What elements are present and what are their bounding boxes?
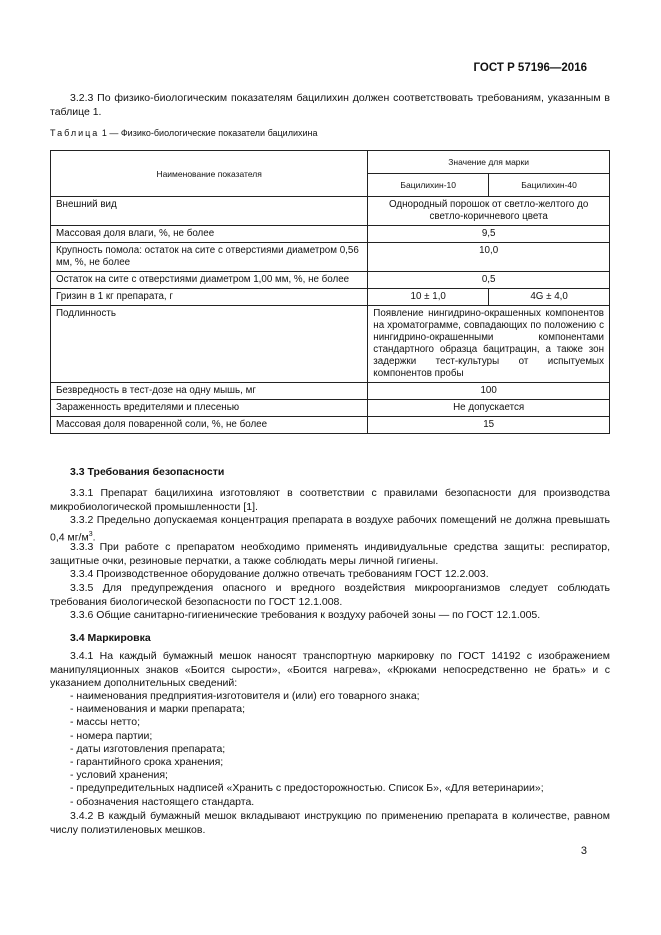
page-number: 3 [580, 845, 587, 857]
indicators-table [50, 150, 610, 434]
row-value: 100 [368, 383, 610, 400]
section-3-4-title: 3.4 Маркировка [70, 632, 151, 644]
row-name: Подлинность [51, 306, 368, 383]
paragraph-3-4-2: 3.4.2 В каждый бумажный мешок вкладывают инструкцию по применению препарата в количестве, равном числу полиэтиленовых мешков. [50, 810, 610, 836]
table-caption [50, 128, 317, 138]
row-value: 15 [368, 417, 610, 434]
header-bacilichin-10: Бацилихин-10 [368, 174, 489, 197]
row-value: 9,5 [368, 226, 610, 243]
paragraph-3-3-4: 3.3.4 Производственное оборудование должно отвечать требованиям ГОСТ 12.2.003. [70, 568, 489, 580]
list-item: - даты изготовления препарата; [70, 742, 226, 755]
paragraph-3-3-2-end: . [92, 531, 96, 543]
row-name: Крупность помола: остаток на сите с отверстиями диаметром 0,56 мм, %, не более [51, 243, 368, 272]
table-caption-text: 1 — Физико-биологические показатели бацилихина [101, 128, 318, 138]
row-value: Появление нингидрино-окрашенных компонентов на хроматограмме, совпадающих по положению с нингидрино-окрашенными компонентами стандартного образца бацитрацин, а также зон задержки тест-культуры от испытуемых компонентов пробы [368, 306, 610, 383]
table-header-row [51, 151, 610, 174]
list-item: - массы нетто; [70, 716, 140, 729]
row-name: Внешний вид [51, 197, 368, 226]
table-row [51, 289, 610, 306]
paragraph-3-3-2-text: 3.3.2 Предельно допускаемая концентрация препарата в воздухе рабочих помещений не должна превышать 0,4 мг/м [50, 514, 610, 543]
intro-paragraph: 3.2.3 По физико-биологическим показателям бацилихин должен соответствовать требованиям, указанным в таблице 1. [50, 92, 610, 118]
list-item: - предупредительных надписей «Хранить с предосторожностью. Список Б», «Для ветеринарии»; [70, 782, 544, 795]
row-name: Безвредность в тест-дозе на одну мышь, мг [51, 383, 368, 400]
list-item: - номера партии; [70, 729, 153, 742]
header-value-for-grade: Значение для марки [368, 151, 610, 174]
row-name: Массовая доля поваренной соли, %, не более [51, 417, 368, 434]
header-indicator-name: Наименование показателя [51, 151, 368, 197]
table-row [51, 243, 610, 272]
paragraph-3-3-2 [50, 514, 610, 545]
list-item: - наименования предприятия-изготовителя и (или) его товарного знака; [70, 690, 420, 702]
row-value: 10,0 [368, 243, 610, 272]
row-name: Остаток на сите с отверстиями диаметром 1,00 мм, %, не более [51, 272, 368, 289]
row-value-b40: 4G ± 4,0 [489, 289, 610, 306]
marking-list [70, 690, 544, 809]
list-item: - обозначения настоящего стандарта. [70, 795, 255, 808]
table-row [51, 226, 610, 243]
table-row [51, 306, 610, 383]
row-value-b10: 10 ± 1,0 [368, 289, 489, 306]
paragraph-3-3-1: 3.3.1 Препарат бацилихина изготовляют в соответствии с правилами безопасности для производства микробиологической промышленности [1]. [50, 487, 610, 513]
row-name: Гризин в 1 кг препарата, г [51, 289, 368, 306]
row-value: Однородный порошок от светло-желтого до светло-коричневого цвета [368, 197, 610, 226]
row-name: Массовая доля влаги, %, не более [51, 226, 368, 243]
table-row [51, 417, 610, 434]
paragraph-3-3-6: 3.3.6 Общие санитарно-гигиенические требования к воздуху рабочей зоны — по ГОСТ 12.1.005. [70, 609, 541, 621]
table-caption-label: Таблица [50, 128, 100, 138]
document-header: ГОСТ Р 57196—2016 [473, 62, 587, 74]
table-row [51, 272, 610, 289]
row-name: Зараженность вредителями и плесенью [51, 400, 368, 417]
list-item: - условий хранения; [70, 769, 168, 782]
table-row [51, 400, 610, 417]
paragraph-3-3-5: 3.3.5 Для предупреждения опасного и вредного воздействия микроорганизмов следует соблюдать требования биологической безопасности по ГОСТ 12.1.008. [50, 582, 610, 608]
header-bacilichin-40: Бацилихин-40 [489, 174, 610, 197]
paragraph-3-3-3: 3.3.3 При работе с препаратом необходимо применять индивидуальные средства защиты: респиратор, защитные очки, резиновые перчатки, а также соблюдать меры личной гигиены. [50, 541, 610, 567]
list-item: - гарантийного срока хранения; [70, 756, 224, 769]
row-value: 0,5 [368, 272, 610, 289]
table-row [51, 197, 610, 226]
paragraph-3-4-1: 3.4.1 На каждый бумажный мешок наносят транспортную маркировку по ГОСТ 14192 с изображением манипуляционных знаков «Боится сырости», «Боится нагрева», «Крюками непосредственно не брать» и с указанием дополнительных сведений: [50, 650, 610, 689]
row-value: Не допускается [368, 400, 610, 417]
table-row [51, 383, 610, 400]
list-item: - наименования и марки препарата; [70, 703, 246, 716]
paragraph-3-3-2-sup: 3 [88, 530, 93, 538]
section-3-3-title: 3.3 Требования безопасности [70, 466, 225, 478]
